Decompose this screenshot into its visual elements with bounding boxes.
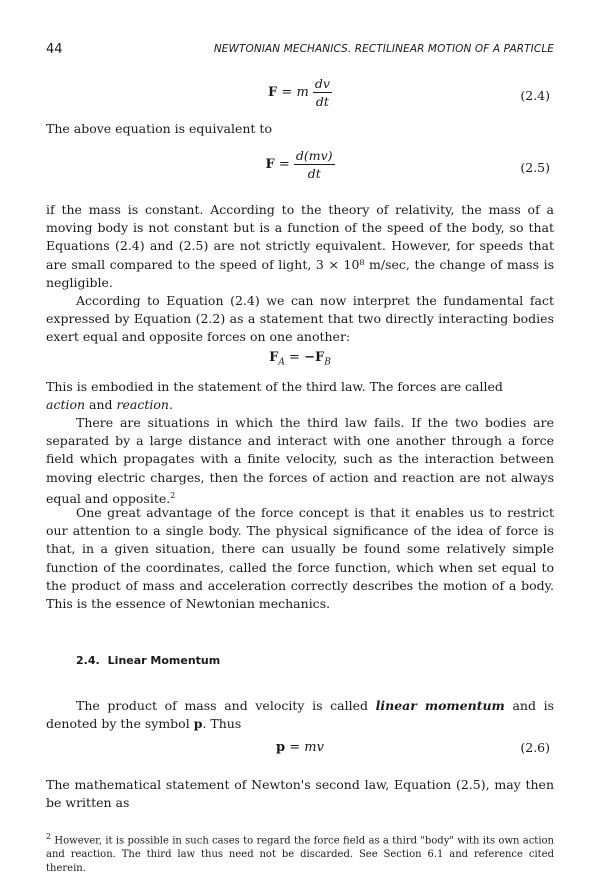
footnote-text: However, it is possible in such cases to regard the force field as a third "body" with its own action and reaction. The third law thus need not be discarded. See Section 6.1 and reference cited therein. [46,835,554,875]
eq24-lhs: F [268,85,278,100]
equation-2-6 [46,740,554,760]
equation-2-4 [46,76,554,116]
eq-third-equals: = [289,350,300,365]
symbol-p: p [193,716,203,732]
paragraph-equivalent: The above equation is equivalent to [46,121,272,136]
term-action: action [46,397,86,413]
third-law-text: This is embodied in the statement of the third law. The forces are called [46,379,503,394]
third-law-fails-text: There are situations in which the third law fails. If the two bodies are separated by a large distance and interact with one another through a force field which propagates with a finite velocity, such as the interaction between moving electric charges, then the forces of action and reaction are not always equal and opposite. [46,415,554,506]
paragraph-second-law: The mathematical statement of Newton's second law, Equation (2.5), may then be written as [46,777,554,811]
eq25-numerator: d(mv) [295,148,333,163]
paragraph-force-concept: One great advantage of the force concept is that it enables us to restrict our attention to a single body. The physical significance of the idea of force is that, in a given situation, there can usually be found some relatively simple function of the coordinates, called the force function, which when set equal to the product of mass and acceleration correctly describes the motion of a body. This is the essence of Newtonian mechanics. [46,505,554,612]
equation-third-law [46,350,554,370]
eq25-fraction [294,148,335,181]
third-law-period: . [168,397,173,413]
eq-third-rhs: −F [304,350,325,365]
section-number: 2.4. [76,654,100,667]
eq25-equals: = [278,157,290,172]
page-header [46,42,554,58]
paragraph-interpret: According to Equation (2.4) we can now interpret the fundamental fact expressed by Equation (2.2) as a statement that two directly interacting bodies exert equal and opposite forces on one another: [46,293,554,345]
eq26-equals: = [289,740,301,755]
eq26-label: (2.6) [520,740,550,755]
term-reaction: reaction [116,397,169,413]
third-law-and: and [85,397,117,413]
momentum-text-b: and is denoted by the symbol [46,698,554,732]
eq25-label: (2.5) [520,160,550,175]
footnote [46,830,554,876]
paragraph-momentum [46,697,554,733]
eq26-rhs: mv [304,740,324,755]
paragraph-third-law [46,378,554,414]
eq25-denominator: dt [307,166,321,181]
paragraph-relativity: if the mass is constant. According to the theory of relativity, the mass of a moving body is not constant but is a function of the speed of the body, so that Equations (2.4) and (2.5) are not strictly equivalent. However, for speeds that are small compared to the speed of light, 3 × 10⁸ m/sec, the change of mass is negligible. [46,202,554,290]
page-number: 44 [46,42,63,57]
momentum-text-c: . Thus [202,716,242,732]
equation-2-5 [46,148,554,188]
footnote-mark: 2 [46,832,52,841]
eq24-coef: m [296,85,309,100]
eq24-fraction [313,76,332,109]
eq-third-rhs-sub: B [324,357,331,368]
eq24-equals: = [281,85,293,100]
momentum-text-a: The product of mass and velocity is called [76,698,376,713]
eq24-numerator: dv [314,76,330,91]
eq24-denominator: dt [315,94,329,109]
footnote-ref: 2 [170,490,176,500]
section-title: Linear Momentum [107,654,221,667]
eq-third-lhs-sub: A [278,357,285,368]
eq25-lhs: F [265,157,275,172]
section-heading [76,654,228,667]
eq26-lhs: p [276,740,286,755]
eq24-label: (2.4) [520,88,550,103]
eq-third-lhs: F [269,350,279,365]
paragraph-third-law-fails [46,414,554,508]
term-linear-momentum: linear momentum [375,698,505,713]
running-title: NEWTONIAN MECHANICS. RECTILINEAR MOTION OF A PARTICLE [213,43,554,55]
